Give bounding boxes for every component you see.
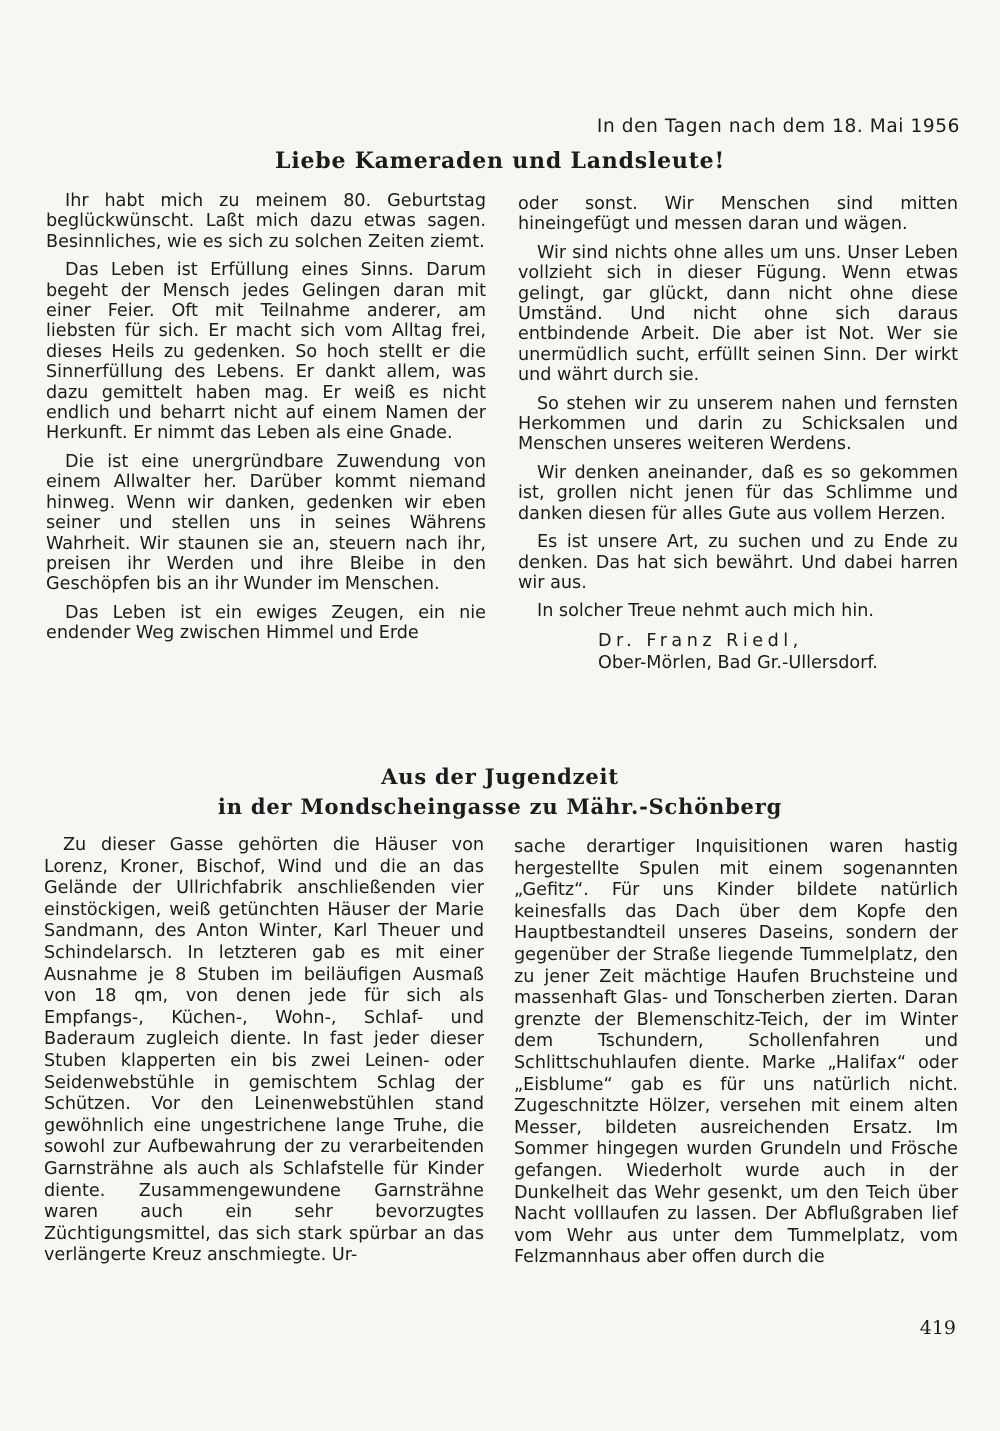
paragraph: Es ist unsere Art, zu suchen und zu Ende zu denken. Das hat sich bewährt. Und dabei harren wir aus. <box>518 532 958 593</box>
article1-title: Liebe Kameraden und Landsleute! <box>275 148 725 174</box>
paragraph: Die ist eine unergründbare Zuwendung von einem Allwalter her. Darüber kommt niemand hinweg. Wenn wir danken, gedenken wir eben seiner und stellen uns in seines Währens Wahrheit. Wir staunen sie an, steuern nach ihr, preisen ihr Werden und ihre Bleibe in den Geschöpfen bis an ihr Wunder im Menschen. <box>46 451 486 595</box>
dateline: In den Tagen nach dem 18. Mai 1956 <box>596 116 960 137</box>
signature-name: Dr. Franz Riedl, <box>598 630 803 651</box>
paragraph: oder sonst. Wir Menschen sind mitten hineingefügt und messen daran und wägen. <box>518 194 958 235</box>
paragraph: Wir sind nichts ohne alles um uns. Unser Leben vollzieht sich in dieser Fügung. Wenn etwas gelingt, gar glückt, dann nicht ohne diese Umständ. Und nicht ohne sich daraus entbindende Arbeit. Die aber ist Not. Wer sie unermüdlich sucht, erfüllt seinen Sinn. Der wirkt und währt durch sie. <box>518 242 958 386</box>
signature <box>518 630 958 674</box>
paragraph: Das Leben ist Erfüllung eines Sinns. Darum begeht der Mensch jedes Gelingen daran mit einer Feier. Oft mit Teilnahme anderer, am liebsten für sich. Er macht sich vom Alltag frei, dieses Heils zu gedenken. So hoch stellt er die Sinnerfüllung des Lebens. Er dankt allem, was dazu gemittelt haben mag. Er weiß es nicht endlich und beharrt nicht auf einem Namen der Herkunft. Er nimmt das Leben als eine Gnade. <box>46 260 486 444</box>
article2-left-column <box>44 835 484 1267</box>
paragraph: Ihr habt mich zu meinem 80. Geburtstag beglückwünscht. Laßt mich dazu etwas sagen. Besinnliches, wie es sich zu solchen Zeiten ziemt. <box>46 191 486 252</box>
paragraph: Zu dieser Gasse gehörten die Häuser von Lorenz, Kroner, Bischof, Wind und die an das Gelände der Ullrichfabrik anschließenden vier einstöckigen, weiß getünchten Häuser der Marie Sandmann, des Anton Winter, Karl Theuer und Schindelarsch. In letzteren gab es mit einer Ausnahme je 8 Stuben im beiläufigen Ausmaß von 18 qm, von denen jede für sich als Empfangs-, Küchen-, Wohn-, Schlaf- und Baderaum zugleich diente. In fast jeder dieser Stuben klapperten ein bis zwei Leinen- oder Seidenwebstühle in gemischtem Schlag der Schützen. Vor den Leinenwebstühlen stand gewöhnlich eine ungestrichene lange Truhe, die sowohl zur Aufbewahrung der zu verarbeitenden Garnsträhne als auch als Schlafstelle für Kinder diente. Zusammengewundene Garnsträhne waren auch ein sehr bevorzugtes Züchtigungsmittel, das sich stark spürbar an das verlängerte Kreuz anschmiegte. Ur- <box>44 835 484 1266</box>
paragraph: sache derartiger Inquisitionen waren hastig hergestellte Spulen mit einem sogenannten „Gefitz“. Für uns Kinder bildete natürlich keinesfalls das Dach über dem Kopfe den Hauptbestandteil unseres Daseins, sondern der gegenüber der Straße liegende Tummelplatz, den zu jener Zeit mächtige Haufen Bruchsteine und massenhaft Glas- und Tonscherben zierten. Daran grenzte der Blemenschitz-Teich, der im Winter dem Tschundern, Schollenfahren und Schlittschuhlaufen diente. Marke „Halifax“ oder „Eisblume“ gab es für uns natürlich nicht. Zugeschnitzte Hölzer, versehen mit einem alten Messer, bildeten ausreichenden Ersatz. Im Sommer hingegen wurden Grundeln und Frösche gefangen. Wiederholt wurde auch in der Dunkelheit das Wehr gesenkt, um den Teich über Nacht volllaufen zu lassen. Der Abflußgraben lief vom Wehr aus unter dem Tummelplatz, vom Felzmannhaus aber offen durch die <box>514 837 958 1268</box>
article2-title-line2: in der Mondscheingasse zu Mähr.-Schönberg <box>217 794 783 819</box>
paragraph: Wir denken aneinander, daß es so gekommen ist, grollen nicht jenen für das Schlimme und danken diesen für alles Gute aus vollem Herzen. <box>518 462 958 524</box>
article1-left-column <box>46 191 486 652</box>
article2-title-line1: Aus der Jugendzeit <box>381 764 619 789</box>
article1-right-column <box>518 194 958 674</box>
paragraph: In solcher Treue nehmt auch mich hin. <box>537 601 874 622</box>
paragraph: Das Leben ist ein ewiges Zeugen, ein nie endender Weg zwischen Himmel und Erde <box>46 602 486 644</box>
page-number: 419 <box>919 1317 956 1339</box>
paragraph: So stehen wir zu unserem nahen und fernsten Herkommen und darin zu Schicksalen und Menschen unseres weiteren Werdens. <box>518 393 958 455</box>
signature-place: Ober-Mörlen, Bad Gr.-Ullersdorf. <box>598 652 878 673</box>
article2-right-column <box>514 837 958 1269</box>
